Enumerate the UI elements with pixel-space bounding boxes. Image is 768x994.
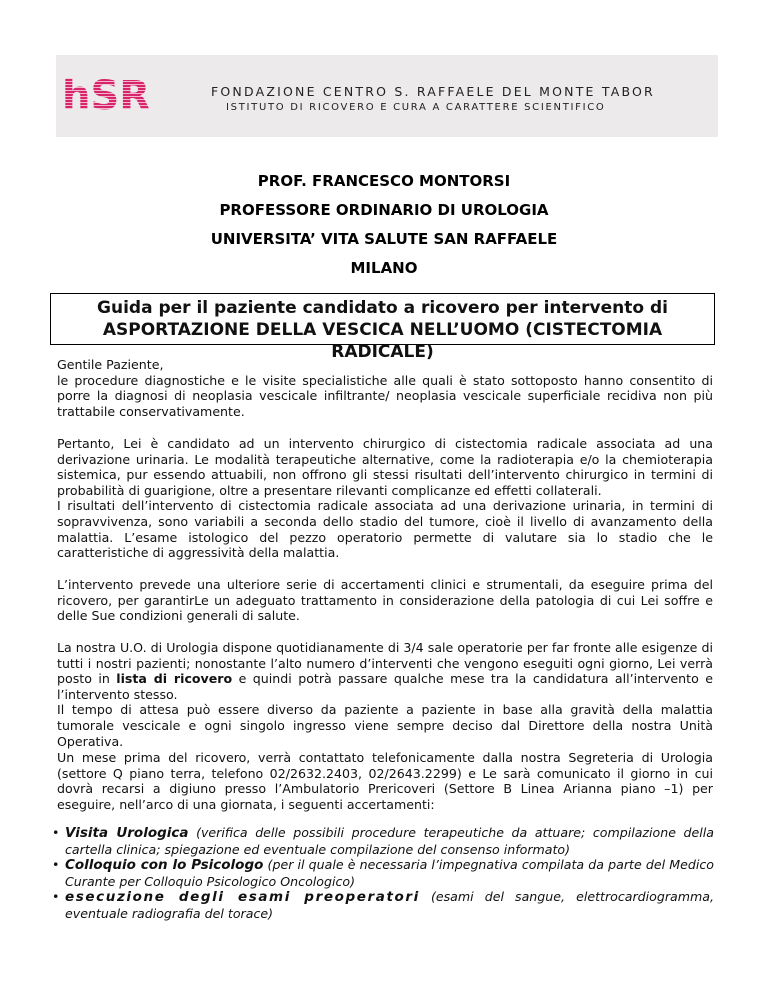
guide-title-line1: Guida per il paziente candidato a ricovero per intervento di (97, 298, 668, 318)
list-item (52, 825, 714, 857)
bullet-dot: • (52, 857, 60, 873)
bullet-title: Colloquio con lo Psicologo (65, 857, 264, 874)
bullet-desc: (esami del sangue, elettrocardiogramma, eventuale radiografia del torace) (65, 889, 714, 921)
author-role: PROFESSORE ORDINARIO DI UROLOGIA (219, 201, 549, 219)
bullet-desc: (verifica delle possibili procedure terapeutiche da attuare; compilazione della cartella clinica; spiegazione ed eventuale compilazione del consenso informato) (65, 825, 714, 857)
author-university: UNIVERSITA’ VITA SALUTE SAN RAFFAELE (210, 230, 558, 248)
paragraph-waiting-text: La nostra U.O. di Urologia dispone quotidianamente di 3/4 sale operatorie per far fronte alle esigenze di tutti i nostri pazienti; nonostante l’alto numero d’interventi che vengono eseguiti ogni giorno, Lei verrà posto in lista di ricovero e quindi potrà passare qualche mese tra la candidatura all’intervento e l’intervento stesso. (57, 640, 713, 702)
bullet-desc: (per il quale è necessaria l’impegnativa compilata da parte del Medico Curante per Colloquio Psicologico Oncologico) (65, 857, 714, 889)
bullet-title: Visita Urologica (65, 825, 189, 841)
list-item (52, 889, 714, 921)
guide-title-line2: ASPORTAZIONE DELLA VESCICA NELL’UOMO (CISTECTOMIA RADICALE) (102, 320, 663, 362)
paragraph-contact: Un mese prima del ricovero, verrà contattato telefonicamente dalla nostra Segreteria di Urologia (settore Q piano terra, telefono 02/2632.2403, 02/2643.2299) e Le sarà comunicato il giorno in cui dovrà recarsi a digiuno presso l’Ambulatorio Prericoveri (Settore B Linea Arianna piano –1) per eseguire, nell’arco di una giornata, i seguenti accertamenti: (57, 750, 713, 812)
hsr-logo (62, 73, 156, 113)
author-city: MILANO (350, 259, 418, 277)
author-name: PROF. FRANCESCO MONTORSI (257, 172, 511, 190)
paragraph-waiting-time: Il tempo di attesa può essere diverso da paziente a paziente in base alla gravità della malattia tumorale vescicale e ogni singolo ingresso viene sempre deciso dal Direttore della nostra Unità Operativa. (57, 702, 713, 749)
guide-title-box (50, 293, 715, 362)
list-item (52, 857, 714, 889)
accertamenti-list (52, 825, 714, 922)
paragraph-results-text: I risultati dell’intervento di cistectomia radicale associata ad una derivazione urinaria, in termini di sopravvivenza, sono variabili a seconda dello stadio del tumore, cioè il livello di avanzamento della malattia. L’esame istologico del pezzo operatorio permette di valutare sia lo stadio che le caratteristiche di aggressività della malattia. (57, 498, 713, 561)
bullet-title: esecuzione degli esami preoperatori (65, 889, 420, 906)
bullet-dot: • (52, 825, 60, 840)
bullet-dot: • (52, 889, 60, 905)
paragraph-intro: Gentile Paziente, le procedure diagnostiche e le visite specialistiche alle quali è stato sottoposto hanno consentito di porre la diagnosi di neoplasia vescicale infiltrante/ neoplasia vescicale superficiale recidiva non più trattabile conservativamente. (57, 357, 713, 419)
paragraph-candidate-text: Pertanto, Lei è candidato ad un intervento chirurgico di cistectomia radicale associata ad una derivazione urinaria. Le modalità terapeutiche alternative, come la radioterapia e/o la chemioterapia sistemica, pur essendo attuabili, non offrono gli stessi risultati dell’intervento chirurgico in termini di probabilità di guarigione, oltre a presentare rilevanti complicanze ed effetti collaterali. (57, 436, 713, 498)
waiting-list-term: lista di ricovero (116, 671, 233, 687)
paragraph-tests: L’intervento prevede una ulteriore serie di accertamenti clinici e strumentali, da eseguire prima del ricovero, per garantirLe un adeguato trattamento in considerazione della patologia di cui Lei soffre e delle Sue condizioni generali di salute. (57, 577, 713, 624)
org-subtitle: ISTITUTO DI RICOVERO E CURA A CARATTERE SCIENTIFICO (226, 102, 606, 113)
logo-text: hSR (62, 73, 151, 113)
org-name: FONDAZIONE CENTRO S. RAFFAELE DEL MONTE TABOR (211, 84, 655, 99)
paragraph-candidate (57, 436, 713, 561)
paragraph-waiting (57, 640, 713, 749)
